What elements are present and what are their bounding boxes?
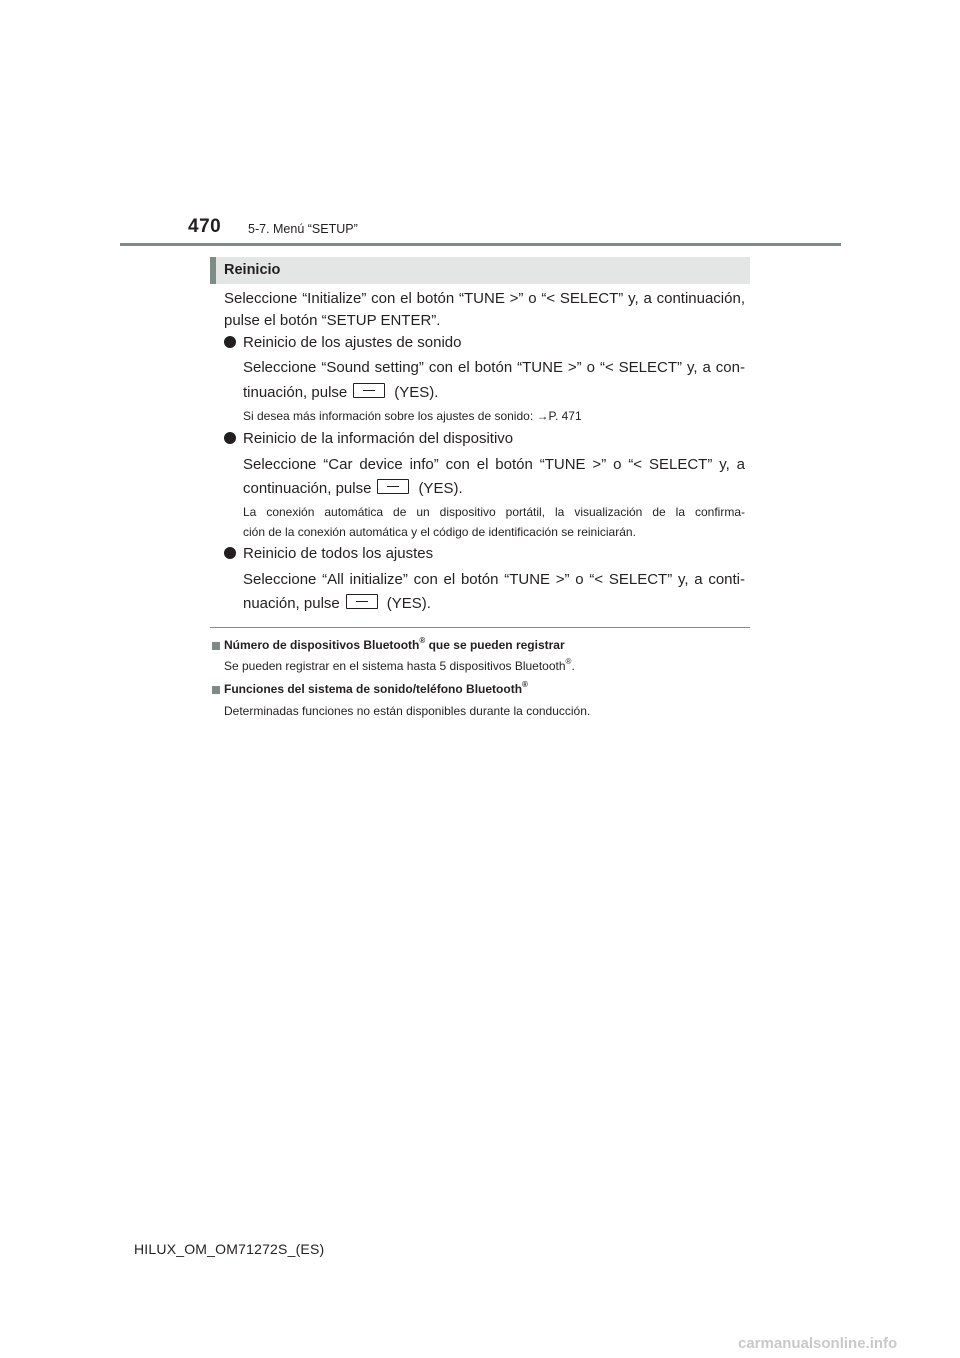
bullet-dot-icon bbox=[224, 336, 236, 348]
note-body-text: Se pueden registrar en el sistema hasta 5 dispositivos Bluetooth bbox=[224, 659, 566, 673]
notes-divider bbox=[210, 627, 750, 628]
item-text-sound-line-2 bbox=[243, 383, 438, 402]
item-heading-sound: Reinicio de los ajustes de sonido bbox=[243, 334, 462, 351]
registered-mark: ® bbox=[419, 636, 426, 645]
note-square-icon bbox=[212, 642, 220, 650]
section-heading-title: Reinicio bbox=[224, 262, 281, 278]
item-text-all-post: (YES). bbox=[386, 595, 431, 612]
arrow-right-icon: → bbox=[536, 409, 549, 423]
item-text-all-line-2 bbox=[243, 594, 431, 613]
item-text-sound-pre: tinuación, pulse bbox=[243, 384, 348, 401]
note-title-text: Funciones del sistema de sonido/teléfono Bluetooth bbox=[224, 682, 523, 696]
item-text-sound-line-1: Seleccione “Sound setting” con el botón “TUNE >” o “< SELECT” y, a con- bbox=[243, 359, 745, 376]
note-title-bluetooth-count bbox=[224, 638, 565, 652]
item-text-device-line-1: Seleccione “Car device info” con el botón “TUNE >” o “< SELECT” y, a bbox=[243, 456, 745, 473]
item-note-sound-text: Si desea más información sobre los ajustes de sonido: bbox=[243, 409, 537, 423]
item-text-device-post: (YES). bbox=[418, 480, 463, 497]
yes-key-icon bbox=[346, 594, 378, 609]
note-body-text-end: . bbox=[571, 659, 575, 673]
note-title-text: Número de dispositivos Bluetooth bbox=[224, 638, 420, 652]
note-title-audio-functions bbox=[224, 682, 528, 696]
page-number: 470 bbox=[188, 216, 222, 237]
note-title-text-end: que se pueden registrar bbox=[425, 638, 565, 652]
page-reference-link[interactable]: P. 471 bbox=[548, 409, 582, 423]
item-text-device-pre: continuación, pulse bbox=[243, 480, 372, 497]
section-heading-bar bbox=[210, 257, 750, 284]
note-body-bluetooth-count bbox=[224, 659, 575, 673]
registered-mark: ® bbox=[565, 657, 572, 666]
header-rule bbox=[120, 243, 841, 246]
item-note-sound bbox=[243, 409, 582, 424]
yes-key-icon bbox=[353, 383, 385, 398]
bullet-dot-icon bbox=[224, 432, 236, 444]
item-heading-device: Reinicio de la información del dispositivo bbox=[243, 430, 514, 447]
item-text-all-line-1: Seleccione “All initialize” con el botón “TUNE >” o “< SELECT” y, a conti- bbox=[243, 571, 745, 588]
item-text-device-line-2 bbox=[243, 479, 463, 498]
yes-key-icon bbox=[377, 479, 409, 494]
document-code: HILUX_OM_OM71272S_(ES) bbox=[134, 1241, 325, 1257]
item-heading-all: Reinicio de todos los ajustes bbox=[243, 545, 434, 562]
item-note-device-line-1: La conexión automática de un dispositivo portátil, la visualización de la confirma- bbox=[243, 505, 745, 519]
bullet-dot-icon bbox=[224, 547, 236, 559]
registered-mark: ® bbox=[522, 680, 528, 689]
item-text-sound-post: (YES). bbox=[394, 384, 439, 401]
note-square-icon bbox=[212, 686, 220, 694]
note-body-audio-functions: Determinadas funciones no están disponibles durante la conducción. bbox=[224, 704, 591, 718]
intro-line-1: Seleccione “Initialize” con el botón “TUNE >” o “< SELECT” y, a continuación, bbox=[224, 290, 745, 307]
section-title: 5-7. Menú “SETUP” bbox=[248, 222, 358, 236]
item-text-all-pre: nuación, pulse bbox=[243, 595, 340, 612]
item-note-device-line-2: ción de la conexión automática y el código de identificación se reiniciarán. bbox=[243, 525, 636, 539]
watermark: carmanualsonline.info bbox=[738, 1335, 898, 1352]
intro-line-2: pulse el botón “SETUP ENTER”. bbox=[224, 312, 441, 329]
section-heading-accent bbox=[210, 257, 216, 284]
